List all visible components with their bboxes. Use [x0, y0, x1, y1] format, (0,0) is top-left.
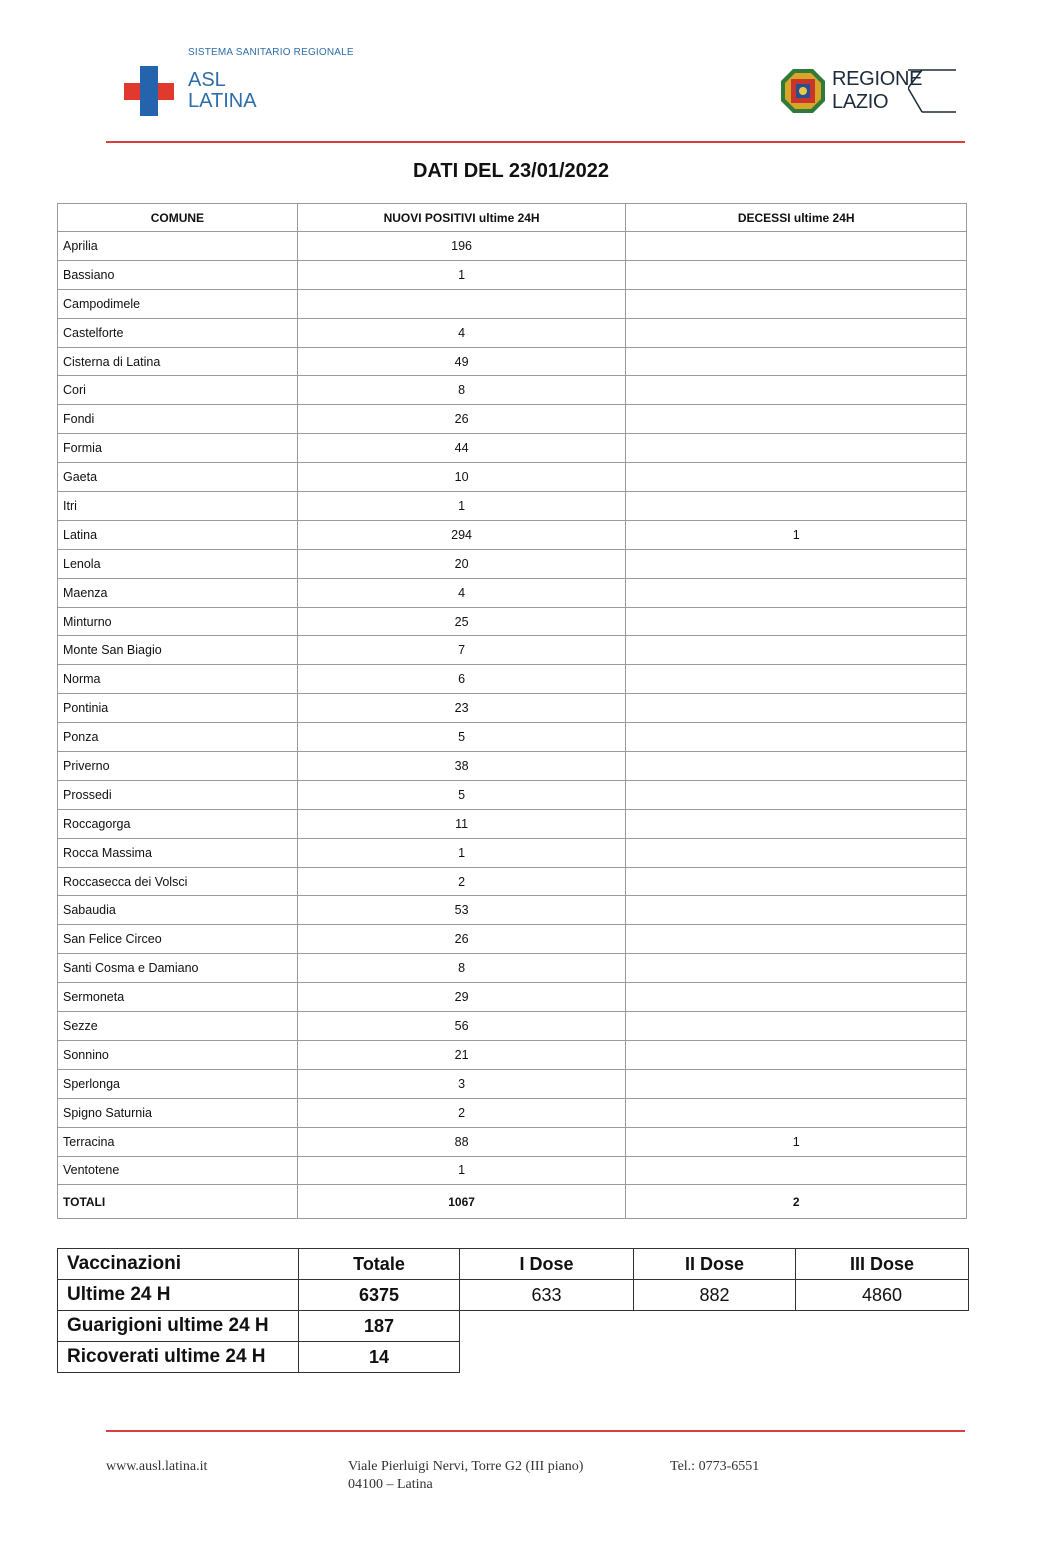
decessi-cell: [626, 983, 967, 1012]
dose2-header: II Dose: [634, 1249, 796, 1280]
dose2-value: 882: [634, 1280, 796, 1311]
totals-decessi: 2: [626, 1185, 967, 1219]
comune-cell: Fondi: [58, 405, 298, 434]
positivi-cell: 4: [297, 318, 626, 347]
positivi-cell: 38: [297, 752, 626, 781]
total-value: 6375: [299, 1280, 460, 1311]
table-row: [58, 1012, 967, 1041]
positivi-cell: 21: [297, 1040, 626, 1069]
positivi-cell: 29: [297, 983, 626, 1012]
decessi-cell: [626, 809, 967, 838]
totals-label: TOTALI: [58, 1185, 298, 1219]
medical-cross-icon: [124, 66, 174, 116]
table-row: [58, 520, 967, 549]
decessi-cell: 1: [626, 520, 967, 549]
positivi-cell: 2: [297, 1098, 626, 1127]
comune-cell: Lenola: [58, 549, 298, 578]
footer-website: www.ausl.latina.it: [106, 1459, 208, 1474]
positivi-cell: 11: [297, 809, 626, 838]
positivi-cell: 1: [297, 1156, 626, 1185]
table-row: [58, 1098, 967, 1127]
asl-name: [188, 70, 257, 112]
positivi-cell: 1: [297, 838, 626, 867]
asl-latina-logo: [122, 44, 382, 124]
table-row: [58, 405, 967, 434]
comune-cell: Norma: [58, 665, 298, 694]
decessi-cell: [626, 780, 967, 809]
asl-subtitle: SISTEMA SANITARIO REGIONALE: [188, 47, 354, 58]
comune-cell: Spigno Saturnia: [58, 1098, 298, 1127]
table-row: [58, 954, 967, 983]
table-row: [58, 492, 967, 521]
comune-cell: Gaeta: [58, 463, 298, 492]
decessi-cell: 1: [626, 1127, 967, 1156]
positivi-cell: 26: [297, 405, 626, 434]
table-row: [58, 260, 967, 289]
positivi-cell: 44: [297, 434, 626, 463]
positivi-cell: 56: [297, 1012, 626, 1041]
comune-cell: Priverno: [58, 752, 298, 781]
table-row: [58, 549, 967, 578]
comune-cell: Itri: [58, 492, 298, 521]
comune-cell: Pontinia: [58, 694, 298, 723]
table-row: [58, 867, 967, 896]
comune-cell: Roccasecca dei Volsci: [58, 867, 298, 896]
positivi-cell: 53: [297, 896, 626, 925]
positivi-cell: 49: [297, 347, 626, 376]
table-row: [58, 463, 967, 492]
table-row: [58, 780, 967, 809]
decessi-cell: [626, 347, 967, 376]
table-row: [58, 925, 967, 954]
table-row: [58, 434, 967, 463]
comune-cell: Prossedi: [58, 780, 298, 809]
positivi-cell: 1: [297, 260, 626, 289]
comune-cell: Rocca Massima: [58, 838, 298, 867]
decessi-cell: [626, 376, 967, 405]
lazio-chevron-icon: [908, 66, 958, 116]
positivi-cell: 26: [297, 925, 626, 954]
table-row: [58, 1127, 967, 1156]
column-header-comune: COMUNE: [58, 204, 298, 232]
positivi-cell: 7: [297, 636, 626, 665]
decessi-cell: [626, 665, 967, 694]
decessi-cell: [626, 578, 967, 607]
comune-cell: Cori: [58, 376, 298, 405]
lazio-emblem-icon: [780, 68, 826, 114]
decessi-cell: [626, 434, 967, 463]
positivi-cell: 8: [297, 376, 626, 405]
positivi-cell: 196: [297, 232, 626, 261]
positivi-cell: 3: [297, 1069, 626, 1098]
decessi-cell: [626, 260, 967, 289]
table-row: [58, 723, 967, 752]
positivi-cell: 25: [297, 607, 626, 636]
decessi-cell: [626, 867, 967, 896]
comune-cell: Santi Cosma e Damiano: [58, 954, 298, 983]
comune-cell: Bassiano: [58, 260, 298, 289]
comune-cell: Latina: [58, 520, 298, 549]
table-row: [58, 809, 967, 838]
decessi-cell: [626, 925, 967, 954]
vaccination-values-row: [58, 1280, 969, 1311]
comune-cell: Cisterna di Latina: [58, 347, 298, 376]
dose3-value: 4860: [796, 1280, 969, 1311]
positivi-cell: 10: [297, 463, 626, 492]
dose1-header: I Dose: [460, 1249, 634, 1280]
positivi-cell: 20: [297, 549, 626, 578]
table-row: [58, 665, 967, 694]
decessi-cell: [626, 1156, 967, 1185]
column-header-decessi: DECESSI ultime 24H: [626, 204, 967, 232]
table-row: [58, 289, 967, 318]
decessi-cell: [626, 896, 967, 925]
table-row: [58, 578, 967, 607]
comune-cell: Ventotene: [58, 1156, 298, 1185]
positivi-cell: 294: [297, 520, 626, 549]
positives-table: [57, 203, 967, 1219]
table-row: [58, 607, 967, 636]
comune-cell: Minturno: [58, 607, 298, 636]
comune-cell: Maenza: [58, 578, 298, 607]
dose3-header: III Dose: [796, 1249, 969, 1280]
comune-cell: San Felice Circeo: [58, 925, 298, 954]
table-row: [58, 376, 967, 405]
table-row: [58, 752, 967, 781]
comune-cell: Formia: [58, 434, 298, 463]
recovered-row: [58, 1311, 969, 1342]
comune-cell: Terracina: [58, 1127, 298, 1156]
positivi-cell: 88: [297, 1127, 626, 1156]
footer-divider: [106, 1430, 965, 1432]
decessi-cell: [626, 405, 967, 434]
vaccination-table: [57, 1248, 969, 1373]
positivi-cell: 5: [297, 723, 626, 752]
decessi-cell: [626, 723, 967, 752]
positivi-cell: 6: [297, 665, 626, 694]
vaccination-period-label: Ultime 24 H: [58, 1280, 299, 1311]
positivi-cell: [297, 289, 626, 318]
recovered-value: 187: [299, 1311, 460, 1342]
footer-address: [348, 1458, 583, 1494]
comune-cell: Ponza: [58, 723, 298, 752]
decessi-cell: [626, 318, 967, 347]
asl-name-line1: ASL: [188, 69, 226, 91]
comune-cell: Sabaudia: [58, 896, 298, 925]
positivi-cell: 2: [297, 867, 626, 896]
table-row: [58, 1040, 967, 1069]
decessi-cell: [626, 694, 967, 723]
recovered-label: Guarigioni ultime 24 H: [58, 1311, 299, 1342]
table-row: [58, 694, 967, 723]
footer-address-line2: 04100 – Latina: [348, 1477, 433, 1492]
decessi-cell: [626, 752, 967, 781]
decessi-cell: [626, 1012, 967, 1041]
table-row: [58, 1156, 967, 1185]
table-header-row: [58, 204, 967, 232]
comune-cell: Monte San Biagio: [58, 636, 298, 665]
footer-phone: Tel.: 0773-6551: [670, 1459, 760, 1474]
comune-cell: Campodimele: [58, 289, 298, 318]
vaccination-label: Vaccinazioni: [58, 1249, 299, 1280]
column-header-positivi: NUOVI POSITIVI ultime 24H: [297, 204, 626, 232]
decessi-cell: [626, 492, 967, 521]
dose1-value: 633: [460, 1280, 634, 1311]
table-row: [58, 838, 967, 867]
total-header: Totale: [299, 1249, 460, 1280]
region-name-line1: REGIONE: [832, 68, 923, 90]
table-row: [58, 347, 967, 376]
decessi-cell: [626, 636, 967, 665]
positivi-cell: 8: [297, 954, 626, 983]
asl-name-line2: LATINA: [188, 90, 257, 112]
table-row: [58, 232, 967, 261]
header-divider: [106, 141, 965, 143]
region-name-line2: LAZIO: [832, 91, 889, 113]
positivi-cell: 1: [297, 492, 626, 521]
decessi-cell: [626, 607, 967, 636]
totals-row: [58, 1185, 967, 1219]
comune-cell: Aprilia: [58, 232, 298, 261]
decessi-cell: [626, 289, 967, 318]
comune-cell: Sperlonga: [58, 1069, 298, 1098]
decessi-cell: [626, 463, 967, 492]
comune-cell: Castelforte: [58, 318, 298, 347]
decessi-cell: [626, 232, 967, 261]
totals-positivi: 1067: [297, 1185, 626, 1219]
table-row: [58, 896, 967, 925]
decessi-cell: [626, 838, 967, 867]
hospitalized-label: Ricoverati ultime 24 H: [58, 1342, 299, 1373]
decessi-cell: [626, 954, 967, 983]
comune-cell: Sonnino: [58, 1040, 298, 1069]
vaccination-header-row: [58, 1249, 969, 1280]
comune-cell: Sermoneta: [58, 983, 298, 1012]
table-row: [58, 983, 967, 1012]
decessi-cell: [626, 1040, 967, 1069]
hospitalized-row: [58, 1342, 969, 1373]
hospitalized-value: 14: [299, 1342, 460, 1373]
positivi-cell: 4: [297, 578, 626, 607]
table-row: [58, 1069, 967, 1098]
footer-address-line1: Viale Pierluigi Nervi, Torre G2 (III piano): [348, 1459, 584, 1474]
positivi-cell: 23: [297, 694, 626, 723]
regione-lazio-logo: [780, 66, 960, 118]
page-title: DATI DEL 23/01/2022: [412, 160, 610, 182]
comune-cell: Roccagorga: [58, 809, 298, 838]
table-row: [58, 318, 967, 347]
table-row: [58, 636, 967, 665]
positivi-cell: 5: [297, 780, 626, 809]
comune-cell: Sezze: [58, 1012, 298, 1041]
decessi-cell: [626, 1098, 967, 1127]
decessi-cell: [626, 1069, 967, 1098]
decessi-cell: [626, 549, 967, 578]
